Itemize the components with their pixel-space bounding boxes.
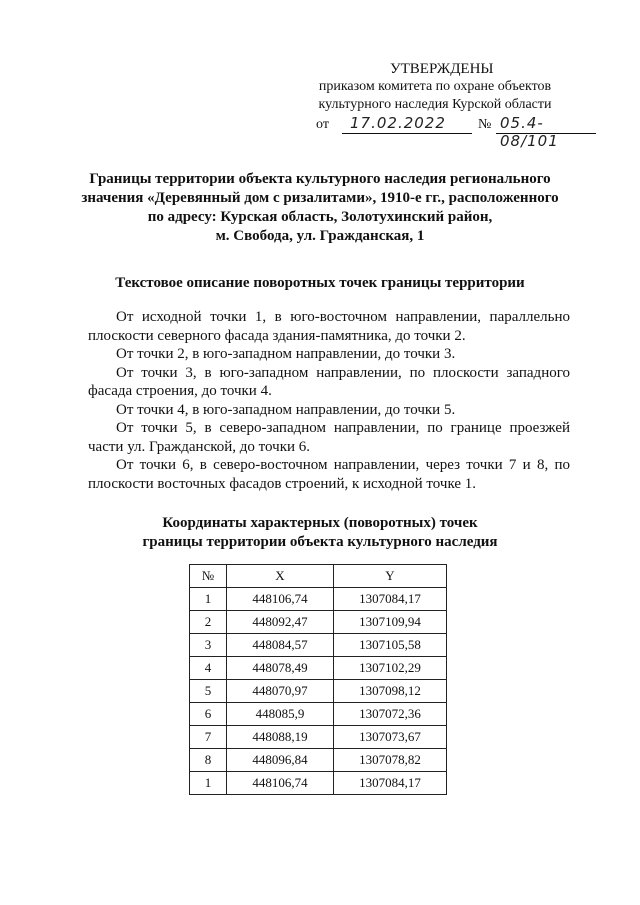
date-underline	[342, 133, 472, 134]
cell-number: 7	[190, 726, 227, 749]
description-paragraph: От точки 3, в юго-западном направлении, по плоскости западного фасада строения, до точки 4.	[88, 364, 570, 399]
cell-x: 448078,49	[227, 657, 334, 680]
approval-block	[300, 60, 600, 150]
cell-number: 1	[190, 772, 227, 795]
cell-number: 1	[190, 588, 227, 611]
cell-number: 8	[190, 749, 227, 772]
cell-y: 1307084,17	[334, 772, 447, 795]
cell-x: 448092,47	[227, 611, 334, 634]
table-row	[190, 588, 447, 611]
main-title-line: значения «Деревянный дом с ризалитами», 1910-е гг., расположенного	[81, 190, 559, 206]
description-paragraph: От точки 5, в северо-западном направлении, по границе проезжей части ул. Гражданской, до точки 6.	[88, 420, 570, 455]
table-row	[190, 749, 447, 772]
coordinates-heading-line: Координаты характерных (поворотных) точек	[162, 515, 478, 531]
number-label: №	[478, 117, 492, 132]
column-header-number: №	[190, 565, 227, 588]
main-title-line: Границы территории объекта культурного наследия регионального	[89, 171, 551, 187]
approval-order-line	[300, 114, 600, 150]
cell-x: 448088,19	[227, 726, 334, 749]
coordinates-table	[189, 564, 447, 795]
table-row	[190, 634, 447, 657]
cell-number: 2	[190, 611, 227, 634]
cell-x: 448096,84	[227, 749, 334, 772]
cell-x: 448106,74	[227, 772, 334, 795]
description-paragraph: От точки 4, в юго-западном направлении, до точки 5.	[116, 401, 456, 418]
cell-y: 1307073,67	[334, 726, 447, 749]
cell-x: 448084,57	[227, 634, 334, 657]
column-header-y: Y	[334, 565, 447, 588]
table-header-row	[190, 565, 447, 588]
number-underline	[496, 133, 596, 134]
handwritten-date: 17.02.2022	[350, 114, 446, 132]
cell-number: 3	[190, 634, 227, 657]
main-title	[70, 170, 570, 246]
description-paragraph: От точки 6, в северо-восточном направлении, через точки 7 и 8, по плоскости восточных фасадов строений, к исходной точке 1.	[88, 457, 570, 492]
cell-y: 1307072,36	[334, 703, 447, 726]
main-title-line: по адресу: Курская область, Золотухинский район,	[147, 209, 493, 225]
table-row	[190, 657, 447, 680]
table-row	[190, 772, 447, 795]
cell-y: 1307102,29	[334, 657, 447, 680]
cell-y: 1307109,94	[334, 611, 447, 634]
description-text	[88, 308, 570, 493]
table-row	[190, 726, 447, 749]
table-row	[190, 611, 447, 634]
cell-number: 4	[190, 657, 227, 680]
cell-y: 1307098,12	[334, 680, 447, 703]
main-title-line: м. Свобода, ул. Гражданская, 1	[215, 228, 425, 244]
cell-x: 448085,9	[227, 703, 334, 726]
column-header-x: X	[227, 565, 334, 588]
cell-y: 1307084,17	[334, 588, 447, 611]
approval-title: УТВЕРЖДЕНЫ	[390, 61, 494, 77]
cell-number: 5	[190, 680, 227, 703]
description-heading: Текстовое описание поворотных точек границы территории	[115, 275, 525, 291]
coordinates-heading	[70, 514, 570, 552]
table-row	[190, 703, 447, 726]
approval-line-1: приказом комитета по охране объектов	[318, 79, 552, 94]
cell-y: 1307078,82	[334, 749, 447, 772]
cell-x: 448106,74	[227, 588, 334, 611]
from-label: от	[316, 117, 329, 132]
coordinates-heading-line: границы территории объекта культурного наследия	[142, 534, 498, 550]
cell-number: 6	[190, 703, 227, 726]
cell-y: 1307105,58	[334, 634, 447, 657]
description-paragraph: От точки 2, в юго-западном направлении, до точки 3.	[116, 346, 456, 362]
table-row	[190, 680, 447, 703]
approval-line-2: культурного наследия Курской области	[318, 97, 552, 112]
cell-x: 448070,97	[227, 680, 334, 703]
handwritten-number: 05.4-08/101	[500, 114, 559, 150]
description-paragraph: От исходной точки 1, в юго-восточном направлении, параллельно плоскости северного фасада здания-памятника, до точки 2.	[88, 309, 570, 344]
